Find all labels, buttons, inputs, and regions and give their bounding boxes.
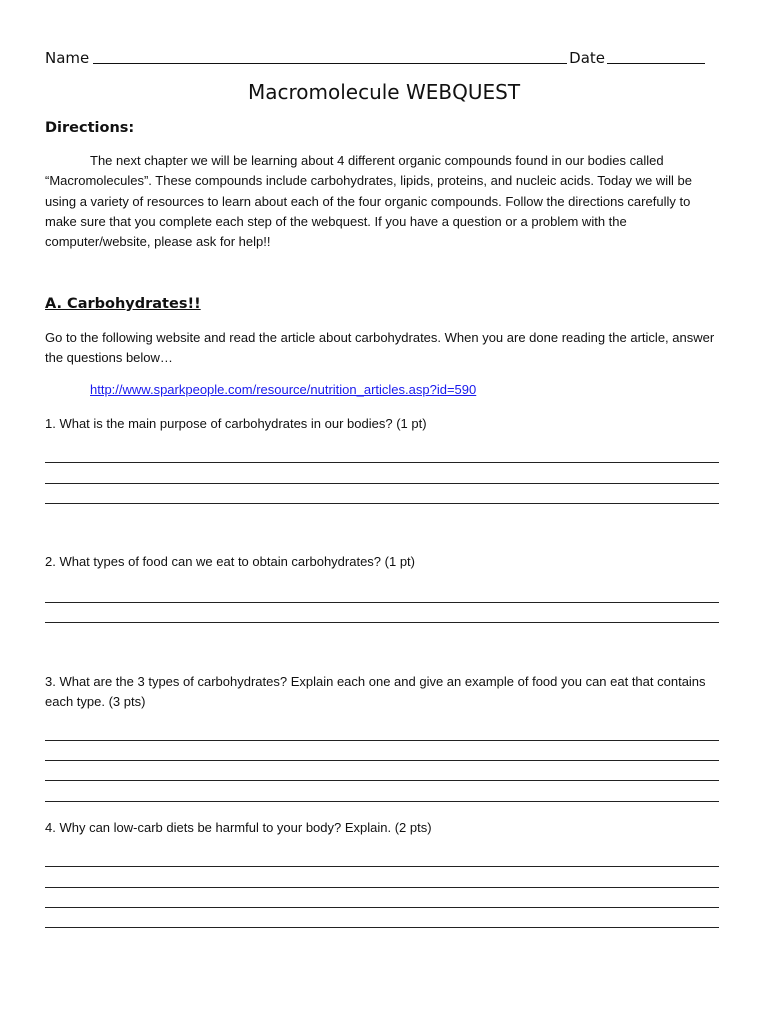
answer-line-q4-3[interactable] [45,907,719,908]
page-title: Macromolecule WEBQUEST [247,80,521,104]
question-3: 3. What are the 3 types of carbohydrates? Explain each one and give an example of food you can eat that contains each type. (3 pts) [45,674,706,710]
directions-body: The next chapter we will be learning about 4 different organic compounds found in our bodies called “Macromolecules”. These compounds include carbohydrates, lipids, proteins, and nucleic acids. Today we will be using a variety of resources to learn about each of the four organic compounds. Follow the directions carefully to make sure that you complete each step of the webquest. If you have a question or a problem with the computer/website, please ask for help!! [45,153,692,250]
answer-line-q1-2[interactable] [45,483,719,484]
answer-line-q4-4[interactable] [45,927,719,928]
answer-line-q3-1[interactable] [45,740,719,741]
name-label: Name [45,49,90,67]
answer-line-q4-1[interactable] [45,866,719,867]
answer-line-q2-2[interactable] [45,622,719,623]
directions-heading: Directions: [45,120,135,136]
answer-line-q1-3[interactable] [45,503,719,504]
question-2: 2. What types of food can we eat to obtain carbohydrates? (1 pt) [45,554,415,569]
answer-line-q2-1[interactable] [45,602,719,603]
name-field[interactable] [93,48,567,64]
answer-line-q3-3[interactable] [45,780,719,781]
date-field[interactable] [607,48,705,64]
header-row [45,45,705,67]
answer-line-q4-2[interactable] [45,887,719,888]
answer-line-q3-4[interactable] [45,801,719,802]
question-4: 4. Why can low-carb diets be harmful to your body? Explain. (2 pts) [45,820,432,835]
article-link[interactable]: http://www.sparkpeople.com/resource/nutrition_articles.asp?id=590 [90,382,477,397]
directions-text [45,151,725,252]
section-heading-carbohydrates: A. Carbohydrates!! [45,296,201,312]
answer-line-q3-2[interactable] [45,760,719,761]
section-instructions: Go to the following website and read the article about carbohydrates. When you are done reading the article, answer the questions below… [45,330,715,366]
date-label: Date [569,49,605,67]
question-1: 1. What is the main purpose of carbohydrates in our bodies? (1 pt) [45,416,427,431]
answer-line-q1-1[interactable] [45,462,719,463]
